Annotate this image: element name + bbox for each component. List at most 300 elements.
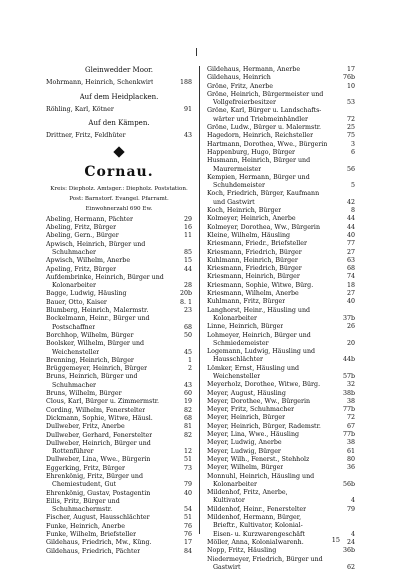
entry-number: 3 [350,140,355,148]
entry-name: Monnuhl, Heinrich, Häusling und [207,472,315,480]
entry-number: 40 [346,298,355,306]
list-item [46,282,192,290]
list-item [207,66,355,74]
left-column [46,66,192,556]
entry-name: Auf den Kämpen. [88,119,150,128]
list-item [207,74,355,82]
entry-name: Abeling, Gern., Bürger [46,232,119,240]
entry-name: Hartmann, Dorothea, Wwe., Bürgerin [207,140,328,148]
entry-name: Meyerholz, Dorothee, Witwe, Bürg. [207,381,321,389]
list-item [207,456,355,464]
list-item [207,207,355,215]
entry-name: Hausschlächter [213,356,263,364]
entry-number: 61 [346,447,355,455]
list-item [207,215,355,223]
list-item [207,282,355,290]
entry-name: Röhling, Karl, Kötner [46,105,114,113]
list-item [207,132,355,140]
list-item [207,182,355,190]
page-number: 15 [331,536,340,544]
entry-number: 36b [342,547,355,555]
list-item [207,249,355,257]
entry-name: Maurermeister [213,165,262,173]
list-item [46,290,192,298]
entry-number: 80 [346,455,355,463]
entry-number: 40 [346,231,355,239]
entry-name: Abeling, Hermann, Pächter [46,215,134,223]
entry-number: 72 [346,115,355,123]
entry-name: Funke, Heinrich, Anerbe [46,522,126,530]
list-item [207,439,355,447]
entry-name: Kolonarbeiter [52,282,96,290]
entry-number: 77 [346,240,355,248]
entry-number: 43 [183,132,192,140]
list-item [46,531,192,539]
entry-name: Kriesmann, Wilhelm, Anerbe [207,290,299,298]
entry-number: 81 [183,423,192,431]
entry-number: 68 [183,323,192,331]
entry-number: 44 [346,215,355,223]
list-item [207,307,355,315]
entry-name: Schmiedemeister [213,339,269,347]
list-item [207,323,355,331]
list-item [46,423,192,431]
entry-name: Bagge, Ludwig, Häusling [46,290,127,298]
entry-name: Fischer, August, Hausschlächter [46,514,150,522]
entry-number: 37b [342,314,355,322]
entry-number: 38 [346,397,355,405]
entry-name: Meyer, Lina, Wwe., Häusling [207,431,300,439]
entry-number: 17 [346,66,355,73]
list-item [46,299,192,307]
list-item [46,257,192,265]
entry-number: 53 [346,99,355,107]
entry-name: Eilis, Fritz, Bürger und [46,497,120,505]
entry-number: 85 [183,248,192,256]
entry-number: 68 [183,414,192,422]
list-item [207,273,355,281]
entry-number: 38b [342,389,355,397]
list-item [207,390,355,398]
entry-number: 54 [183,506,192,514]
entry-name: Cording, Wilhelm, Fenerstelter [46,406,146,414]
left-top-list [46,66,192,141]
entry-name: Drittner, Fritz, Feldhüter [46,132,126,140]
list-item [207,423,355,431]
entry-name: Apeling, Fritz, Bürger [46,265,117,273]
list-item [207,116,355,124]
entry-name: Schuhmacher [52,248,97,256]
entry-name: Happenburg, Hugo, Bürger [207,148,296,156]
entry-name: Vollgefreierbesitzer [213,99,276,107]
entry-name: Kriesmann, Friedrich, Bürger [207,248,302,256]
top-mark [196,48,197,56]
list-item [207,141,355,149]
entry-number: 5 [350,182,355,190]
entry-number: 77b [342,406,355,414]
entry-name: Meyer, August, Häusling [207,389,286,397]
list-item [46,332,192,340]
list-item [207,373,355,381]
entry-name: Abeling, Fritz, Bürger [46,224,117,232]
entry-name: Blumberg, Heinrich, Malermstr. [46,307,149,315]
list-item [46,106,192,114]
entry-number: 56b [342,480,355,488]
entry-name: Dullweber, Lina, Wwe., Bürgerin [46,456,151,464]
entry-name: Boolsker, Wilhelm, Bürger und [46,340,145,348]
subsection-heading [46,119,192,127]
list-item [207,232,355,240]
entry-name: Lömker, Ernst, Häusling und [207,364,300,372]
entry-name: Ehrenkönig, Gustav, Postagentin [46,489,151,497]
entry-number: 73 [183,464,192,472]
entry-name: Weichensteller [213,372,261,380]
entry-number: 91 [183,105,192,113]
entry-name: Gleinwedder Moor. [85,66,153,74]
entry-name: Mildenhof, Heinr., Fenerstelter [207,505,307,513]
entry-number: 82 [183,406,192,414]
entry-name: Apwisch, Heinrich, Bürger und [46,240,146,248]
entry-name: Kempien, Hermann, Bürger und [207,173,310,181]
list-item [46,440,192,448]
list-item [207,473,355,481]
list-item [46,307,192,315]
entry-name: Koch, Heinrich, Bürger [207,207,282,215]
entry-name: Husmann, Heinrich, Bürger und [207,157,311,165]
entry-number: 27 [346,248,355,256]
entry-name: Kleine, Wilhelm, Häusling [207,231,291,239]
entry-number: 17 [183,539,192,547]
list-item [207,489,355,497]
list-item [207,356,355,364]
entry-name: Dullweber, Heinrich, Bürger und [46,439,151,447]
section-info-1: Kreis: Diepholz. Amtsger.: Diepholz. Poststation. [50,185,188,192]
entry-name: Brüggemeyer, Heinrich, Bürger [46,365,148,373]
entry-name: Gröne, Fritz, Anerbe [207,82,273,90]
entry-number: 19 [183,398,192,406]
list-item [207,481,355,489]
entry-number: 79 [346,505,355,513]
list-item [46,390,192,398]
entry-name: Meyer, Ludwig, Bürger [207,447,281,455]
entry-name: Kolmeyer, Heinrich, Anerbe [207,215,296,223]
section-title: Cornau. [84,163,154,180]
entry-number: 57b [342,372,355,380]
list-item [207,547,355,555]
entry-number: 51 [183,514,192,522]
list-item [46,132,192,140]
entry-number: 63 [346,256,355,264]
list-item [207,381,355,389]
entry-name: Gröne, Ludw., Bürger u. Malermstr. [207,124,322,132]
right-entry-list [207,66,355,572]
entry-number: 4 [350,497,355,505]
list-item [207,464,355,472]
list-item [207,315,355,323]
entry-number: 42 [346,198,355,206]
entry-number: 50 [183,331,192,339]
list-item [207,365,355,373]
entry-name: Kriesmann, Heinrich, Bürger [207,273,300,281]
entry-name: Nopp, Fritz, Häusling [207,547,277,555]
list-item [46,266,192,274]
entry-name: Mildenhof, Fritz, Anerbe, [207,489,288,497]
entry-name: Chemiestudent, Gut [52,481,117,489]
entry-number: 44 [183,265,192,273]
entry-name: Dullweber, Fritz, Anerbe [46,423,125,431]
entry-number: 27 [346,290,355,298]
entry-number: 67 [346,422,355,430]
list-item [46,473,192,481]
list-item [46,498,192,506]
list-item [46,340,192,348]
entry-name: Meyer, Wilhelm, Bürger [207,464,284,472]
entry-name: Borchhop, Wilhelm, Bürger [46,331,134,339]
entry-name: Rottenführer [52,448,94,456]
list-item [46,224,192,232]
entry-number: 12 [183,448,192,456]
entry-name: Bauer, Otto, Kaiser [46,298,107,306]
list-item [207,199,355,207]
entry-number: 24 [346,538,355,546]
entry-number: 84 [183,547,192,555]
entry-number: 28 [183,282,192,290]
list-item [46,407,192,415]
entry-number: 26 [346,323,355,331]
entry-number: 56 [346,165,355,173]
list-item [46,79,192,87]
entry-name: Hagedorn, Heinrich, Reichsteller [207,132,314,140]
entry-name: Brieftr., Kultivator, Kolonial- [213,522,303,530]
entry-name: Meyer, Heinrich, Bürger, Rademstr. [207,422,321,430]
entry-number: 11 [183,232,192,240]
list-item [207,564,355,572]
entry-name: Kriesmann, Friedrich, Bürger [207,265,302,273]
list-item [207,414,355,422]
list-item [46,398,192,406]
list-item [207,265,355,273]
entry-number: 1 [187,356,192,364]
entry-number: 20b [179,290,192,298]
list-item [46,456,192,464]
list-item [207,497,355,505]
list-item [46,523,192,531]
list-item [207,190,355,198]
list-item [46,506,192,514]
entry-name: Aufdembrinke, Heinrich, Bürger und [46,273,164,281]
list-item [46,216,192,224]
entry-number: 18 [346,281,355,289]
list-item [46,490,192,498]
entry-number: 76 [183,531,192,539]
entry-name: Ehrenkönig, Fritz, Bürger und [46,472,144,480]
list-item [207,83,355,91]
list-item [207,166,355,174]
right-column [207,66,355,572]
list-item [46,514,192,522]
entry-name: Eisen- u. Kurzwarengeschäft [213,530,305,538]
entry-number: 8 [350,207,355,215]
entry-name: Kolonarbeiter [213,314,257,322]
entry-name: Schuhdemeister [213,182,265,190]
entry-name: Linne, Heinrich, Bürger [207,323,284,331]
section-info-2: Post: Barnstorf. Evangel. Pfarramt. [69,195,169,202]
entry-name: Kriesmann, Sophie, Witwe, Bürg. [207,281,314,289]
entry-name: Kolmeyer, Dorothea, Ww., Bürgerin [207,223,321,231]
entry-number: 25 [346,124,355,132]
entry-name: Kultivator [213,497,245,505]
list-item [207,224,355,232]
list-item [207,157,355,165]
entry-number: 15 [183,257,192,265]
subsection-heading [46,93,192,101]
entry-number: 16 [183,224,192,232]
entry-name: Dullweber, Gerhard, Fenerstelter [46,431,153,439]
list-item [46,465,192,473]
entry-number: 77b [342,431,355,439]
entry-name: Gröne, Heinrich, Bürgermeister und [207,90,324,98]
entry-number: 40 [183,489,192,497]
entry-name: Schuhmachermstr. [52,506,113,514]
entry-name: Bruns, Heinrich, Bürger und [46,373,138,381]
entry-name: Dickmann, Sophie, Witwe, Häusl. [46,414,153,422]
list-item [207,124,355,132]
entry-name: Niedermeyer, Friedrich, Bürger und [207,555,323,563]
list-item [207,174,355,182]
section-info-3: Einwohnerzahl 690 Ew. [85,205,153,212]
entry-number: 4 [350,530,355,538]
list-item [46,365,192,373]
entry-name: Lohmeyer, Heinrich, Bürger und [207,331,311,339]
entry-name: wärter und Triebmeinhändler [213,115,308,123]
entry-number: 29 [183,215,192,223]
entry-name: und Gastwirt [213,198,255,206]
list-item [207,431,355,439]
list-item [207,240,355,248]
entry-number: 2 [187,365,192,373]
entry-name: Möller, Anna, Kolonialwarenh. [207,538,304,546]
list-item [46,373,192,381]
entry-name: Postschaffner [52,323,96,331]
entry-name: Mildenhof, Hermann, Bürger, [207,514,302,522]
entry-name: Langhorst, Heinr., Häusling und [207,306,311,314]
entry-number: 75 [346,132,355,140]
list-item [207,99,355,107]
entry-number: 62 [346,563,355,571]
list-item [46,241,192,249]
entry-number: 8. 1 [179,298,192,306]
entry-name: Gildehaus, Friedrich, Mw., Küng. [46,539,152,547]
entry-name: Gildehaus, Friedrich, Pächter [46,547,141,555]
entry-name: Logemann, Ludwig, Häusling und [207,348,316,356]
list-item [46,481,192,489]
entry-name: Weichensteller [52,348,100,356]
diamond-ornament-icon [113,146,124,157]
entry-number: 68 [346,265,355,273]
entry-name: Gildehaus, Hermann, Anerbe [207,66,301,73]
list-item [207,398,355,406]
entry-name: Auf dem Heidplacken. [79,92,159,101]
entry-number: 44 [346,223,355,231]
list-item [207,514,355,522]
entry-number: 51 [183,456,192,464]
entry-number: 20 [346,339,355,347]
entry-number: 36 [346,464,355,472]
entry-number: 10 [346,82,355,90]
entry-name: Eggerking, Fritz, Bürger [46,464,126,472]
entry-name: Meyer, Ludwig, Anerbe [207,439,282,447]
list-item [46,232,192,240]
column-divider [199,66,200,534]
entry-number: 38 [346,439,355,447]
entry-name: Brenning, Heinrich, Bürger [46,356,134,364]
entry-number: 43 [183,381,192,389]
list-item [46,539,192,547]
entry-name: Kriesmann, Friedr., Briefsteller [207,240,307,248]
entry-name: Gildehaus, Heinrich [207,74,271,82]
left-entry-list [46,216,192,556]
entry-name: Meyer, Heinrich, Bürger [207,414,286,422]
entry-name: Kuhlmann, Heinrich, Bürger [207,256,298,264]
entry-name: Funke, Wilhelm, Briefsteller [46,531,137,539]
list-item [46,357,192,365]
list-item [46,432,192,440]
entry-name: Bruns, Wilhelm, Bürger [46,390,122,398]
list-item [207,107,355,115]
list-item [46,448,192,456]
list-item [46,382,192,390]
entry-name: Meyer, Dorothee, Ww., Bürgerin [207,397,311,405]
entry-number: 74 [346,273,355,281]
entry-name: Clous, Karl, Bürger u. Zimmermstr. [46,398,160,406]
entry-number: 76b [342,74,355,82]
list-item [207,298,355,306]
entry-name: Kolonarbeiter [213,480,257,488]
list-item [207,91,355,99]
list-item [207,340,355,348]
entry-number: 32 [346,381,355,389]
list-item [207,406,355,414]
entry-number: 60 [183,390,192,398]
list-item [207,448,355,456]
list-item [207,332,355,340]
list-item [46,274,192,282]
entry-name: Bockelmann, Heinr., Bürger und [46,315,150,323]
entry-name: Schuhmacher [52,381,97,389]
list-item [46,315,192,323]
entry-name: Mohrmann, Heinrich, Schenkwirt [46,79,154,87]
entry-number: 82 [183,431,192,439]
entry-number: 23 [183,307,192,315]
list-item [207,348,355,356]
list-item [46,324,192,332]
entry-number: 76 [183,522,192,530]
list-item [207,506,355,514]
list-item [207,556,355,564]
list-item [207,149,355,157]
entry-name: Gröne, Karl, Bürger u. Landschafts- [207,107,322,115]
entry-name: Meyer, Fritz, Schuhmacher [207,406,295,414]
subsection-heading [46,66,192,74]
entry-number: 79 [183,481,192,489]
entry-number: 188 [179,79,192,87]
list-item [207,522,355,530]
entry-name: Kuhlmann, Fritz, Bürger [207,298,286,306]
list-item [46,415,192,423]
entry-name: Meyer, Wilh., Fenerst., Stehholz [207,455,310,463]
list-item [207,290,355,298]
entry-number: 45 [183,348,192,356]
